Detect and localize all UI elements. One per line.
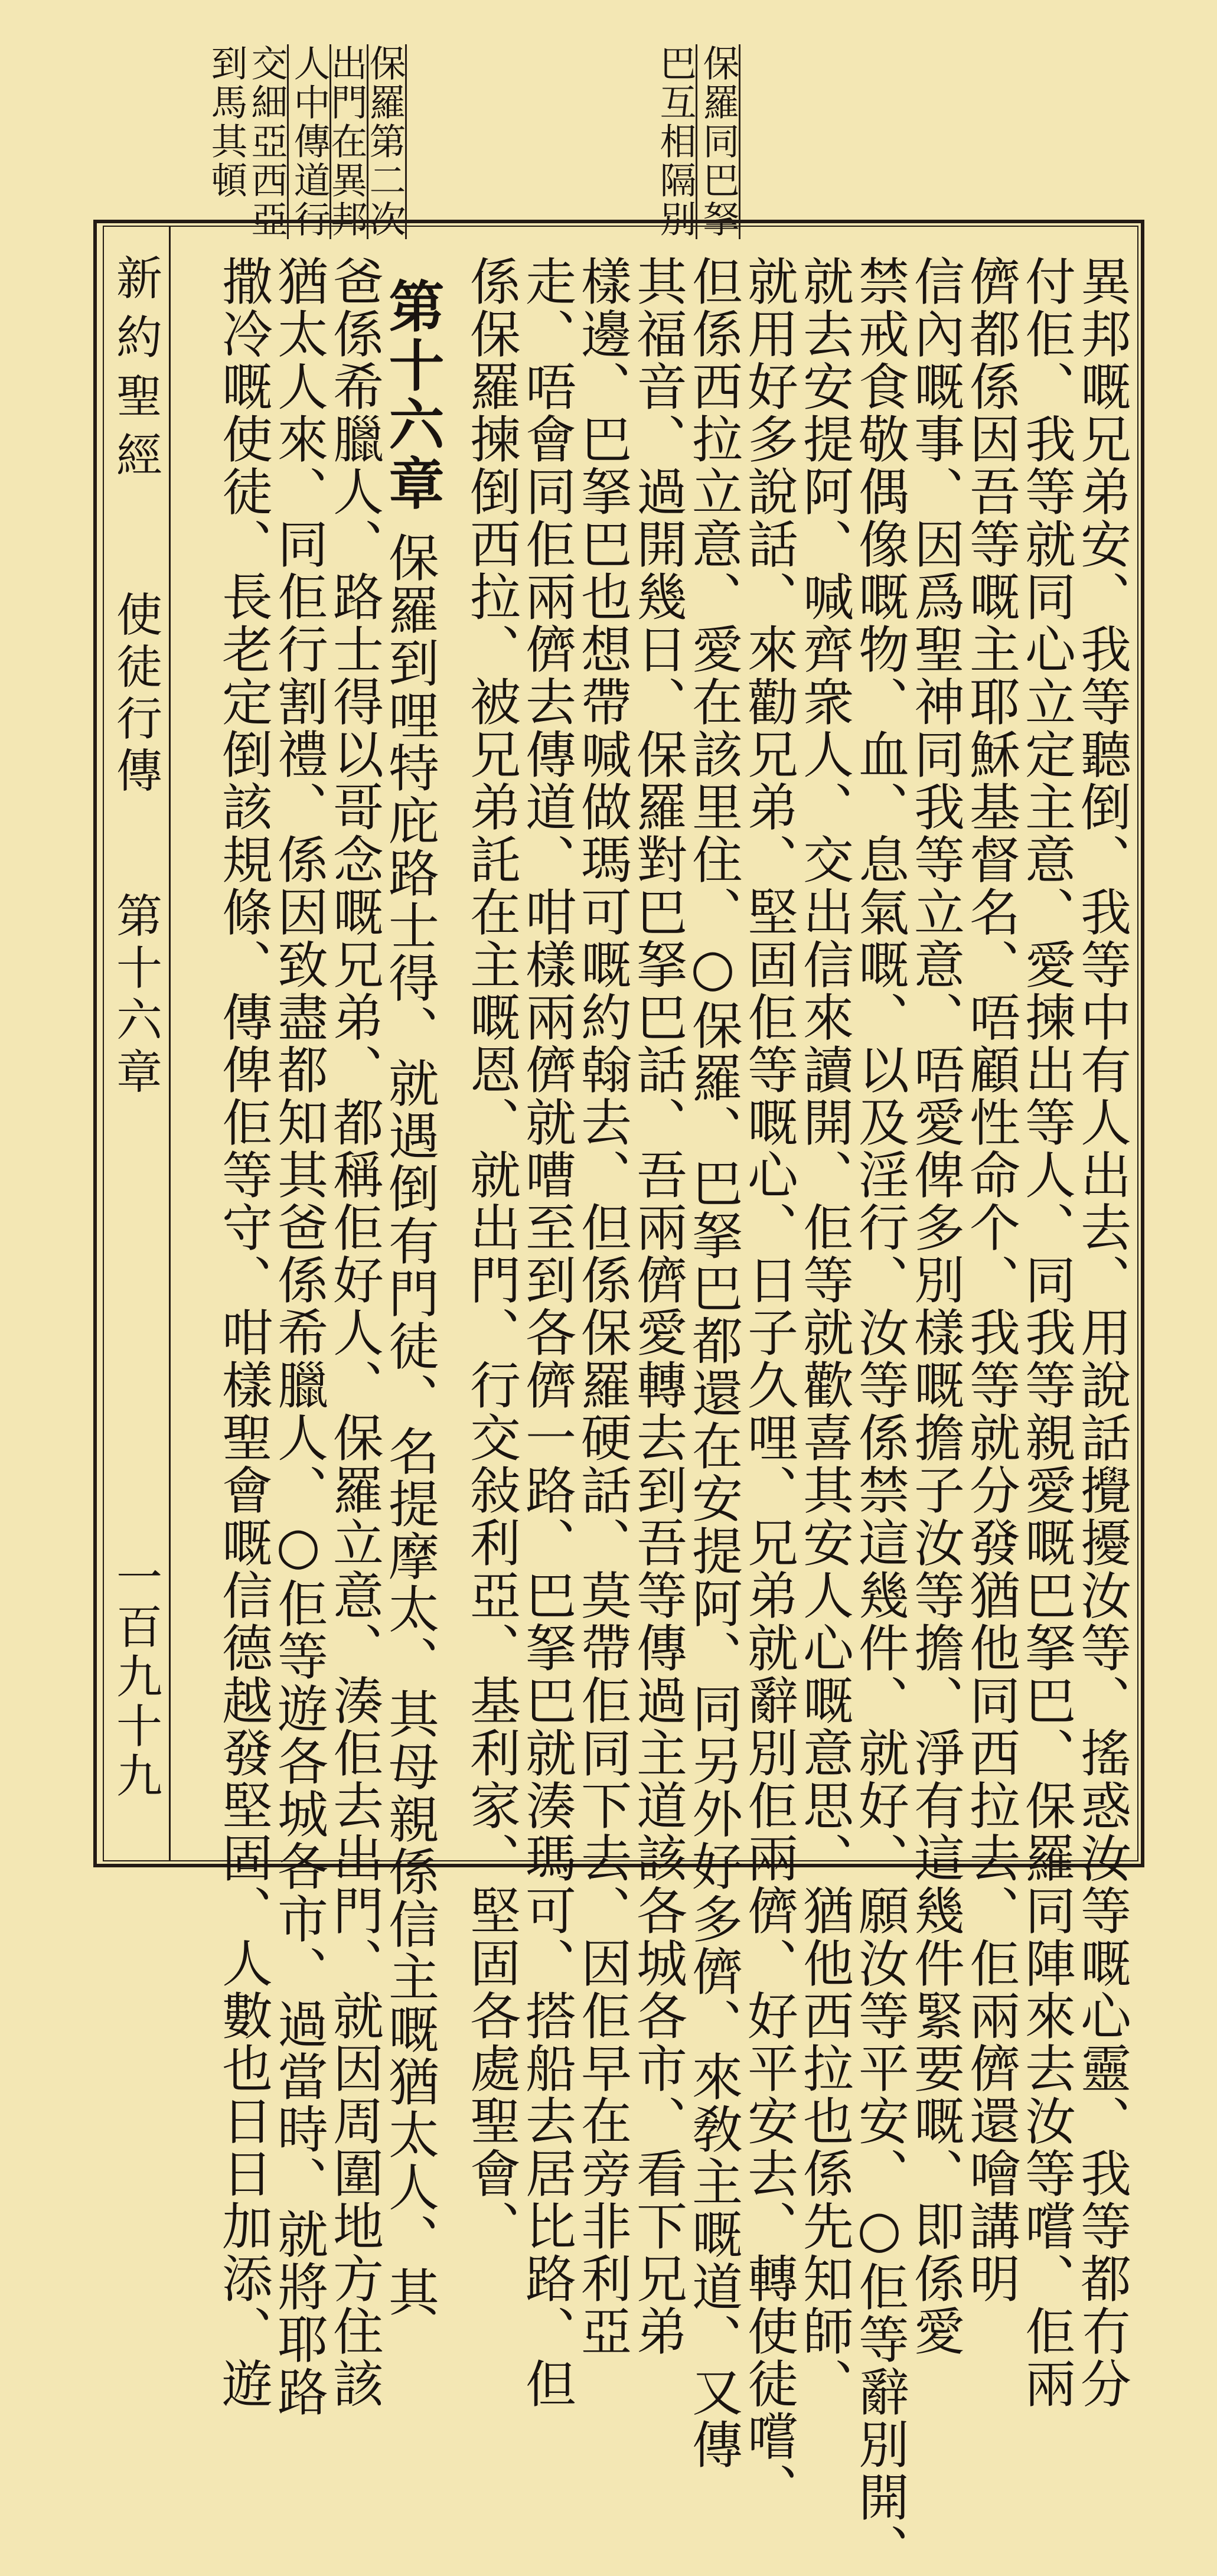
text-column-6: 就去安提阿、喊齊衆人、交出信來讀開、佢等就歡喜其安人心嘅意思、猶他西拉也係先知師、 [794, 255, 853, 2410]
headnote-line-3: 保羅第二次 [363, 44, 406, 239]
headnote-line-6: 交細亞西亞 [245, 44, 288, 239]
text-column-7: 就用好多說話、來勸兄弟、堅固佢等嘅心、日子久哩、兄弟就辭別佢兩儕、好平安去、轉使徒嚐、 [739, 255, 798, 2515]
text-column-4: 信內嘅事、因爲聖神同我等立意、唔愛俾多別樣嘅擔子汝等擔、淨有這幾件緊要嘅、即係愛 [905, 255, 964, 2357]
text-column-12: 係保羅揀倒西拉、被兄弟託在主嘅恩、就出門、行交敍利亞、基利家、堅固各處聖會、 [461, 255, 520, 2252]
text-column-2: 付佢、我等就同心立定主意、愛揀出等人、同我等親愛嘅巴拏巴、保羅同陣來去汝等嚐、佢兩 [1016, 255, 1075, 2410]
book-title: 新約聖經 [109, 254, 162, 490]
headnote-line-1: 保羅同巴拏 [697, 44, 740, 239]
text-column-11: 走、唔會同佢兩儕去傳道、咁樣兩儕就嘈至到各儕一路、巴拏巴就湊瑪可、搭船去居比路、但 [517, 255, 576, 2410]
chapter-column-1: 保羅到哩特庇路士得、就遇倒有門徒、名提摩太、其母親係信主嘅猶太人、其 [380, 531, 439, 2319]
headnote-line-2: 巴互相隔別 [654, 44, 697, 239]
chapter-heading: 第十六章 [379, 278, 444, 514]
text-column-5: 禁戒食敬偶像嘅物、血、息氣嘅、以及淫行、汝等係禁這幾件、就好、願汝等平安、○佢等辭別開、 [850, 255, 909, 2576]
page-number: 一百九十九 [109, 1553, 162, 1801]
text-column-1: 異邦嘅兄弟安、我等聽倒、我等中有人出去、用說話攪擾汝等、搖惑汝等嘅心靈、我等都冇分 [1072, 255, 1131, 2410]
text-column-3: 儕都係因吾等嘅主耶穌基督名、唔顧性命个、我等就分發猶他同西拉去、佢兩儕還噲講明 [961, 255, 1020, 2305]
book-name: 使徒行傳 [109, 591, 162, 798]
text-column-8: 但係西拉立意、愛在該里住、○保羅、巴拏巴都還在安提阿、同另外好多儕、來敎主嘅道、又傳 [683, 255, 742, 2471]
chapter-column-3: 猶太人來、同佢行割禮、係因致盡都知其爸係希臘人、○佢等遊各城各市、過當時、就將耶路 [269, 255, 328, 2418]
chapter-column-2: 爸係希臘人、路士得以哥念嘅兄弟、都稱佢好人、保羅立意、湊佢去出門、就因周圍地方住該 [324, 255, 383, 2410]
text-column-9: 其福音、過開幾日、保羅對巴拏巴話、吾兩儕愛轉去到吾等傳過主道該各城各市、看下兄弟 [628, 255, 687, 2357]
headnote-line-4: 出門在異邦 [325, 44, 368, 239]
headnote-line-7: 到馬其頓 [205, 44, 248, 200]
text-column-10: 樣邊、巴拏巴也想帶喊做瑪可嘅約翰去、但係保羅硬話、莫帶佢同下去、因佢早在旁非利亞 [572, 255, 631, 2357]
margin-rule [169, 226, 171, 1861]
chapter-label: 第十六章 [109, 892, 162, 1100]
headnote-line-5: 人中傳道行 [288, 44, 331, 239]
chapter-column-4: 撒冷嘅使徒、長老定倒該規條、傳俾佢等守、咁樣聖會嘅信德越發堅固、人數也日日加添、遊 [213, 255, 272, 2410]
